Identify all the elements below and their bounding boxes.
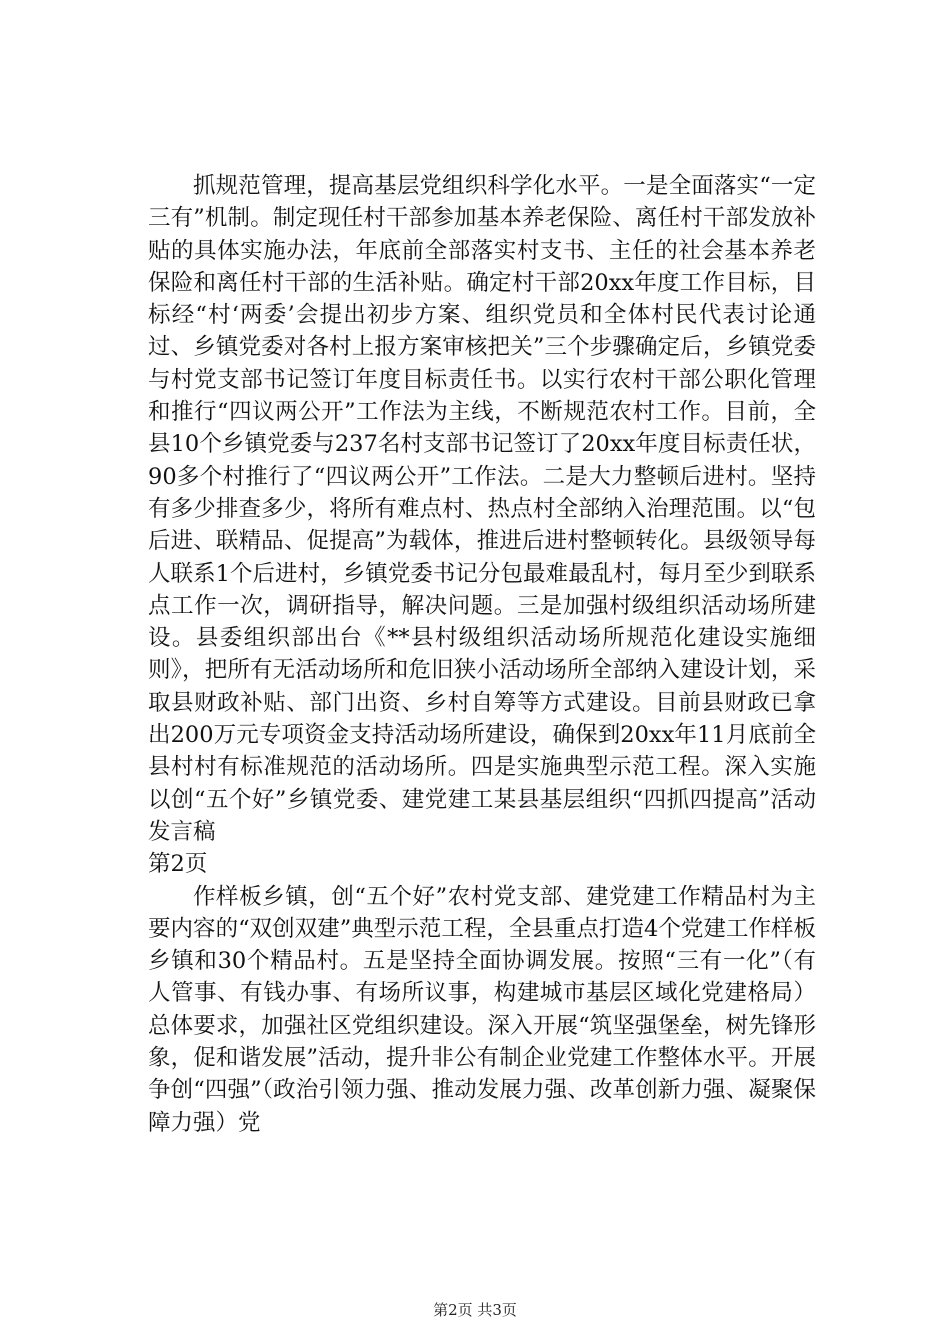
page-marker: 第2页: [148, 851, 208, 878]
page-footer: 第2页 共3页: [433, 1301, 517, 1319]
body-paragraph-1: 抓规范管理，提高基层党组织科学化水平。一是全面落实“一定三有”机制。制定现任村干部参加基本养老保险、离任村干部发放补贴的具体实施办法，年底前全部落实村支书、主任的社会基本养老保险和离任村干部的生活补贴。确定村干部20xx年度工作目标，目标经“村‘两委’会提出初步方案、组织党员和全体村民代表讨论通过、乡镇党委对各村上报方案审核把关”三个步骤确定后，乡镇党委与村党支部书记签订年度目标责任书。以实行农村干部公职化管理和推行“四议两公开”工作法为主线，不断规范农村工作。目前，全县10个乡镇党委与237名村支部书记签订了20xx年度目标责任状，90多个村推行了“四议两公开”工作法。二是大力整顿后进村。坚持有多少排查多少，将所有难点村、热点村全部纳入治理范围。以“包后进、联精品、促提高”为载体，推进后进村整顿转化。县级领导每人联系1个后进村，乡镇党委书记分包最难最乱村，每月至少到联系点工作一次，调研指导，解决问题。三是加强村级组织活动场所建设。县委组织部出台《**县村级组织活动场所规范化建设实施细则》，把所有无活动场所和危旧狭小活动场所全部纳入建设计划，采取县财政补贴、部门出资、乡村自筹等方式建设。目前县财政已拿出200万元专项资金支持活动场所建设，确保到20xx年11月底前全县村村有标准规范的活动场所。四是实施典型示范工程。深入实施以创“五个好”乡镇党委、建党建工某县基层组织“四抓四提高”活动发言稿: [148, 173, 816, 845]
document-body: [148, 170, 816, 1139]
body-paragraph-2: 作样板乡镇，创“五个好”农村党支部、建党建工作精品村为主要内容的“双创双建”典型示范工程，全县重点打造4个党建工作样板乡镇和30个精品村。五是坚持全面协调发展。按照“三有一化”（有人管事、有钱办事、有场所议事，构建城市基层区域化党建格局）总体要求，加强社区党组织建设。深入开展“筑坚强堡垒，树先锋形象，促和谐发展”活动，提升非公有制企业党建工作整体水平。开展争创“四强”（政治引领力强、推动发展力强、改革创新力强、凝聚保障力强）党: [148, 883, 816, 1136]
